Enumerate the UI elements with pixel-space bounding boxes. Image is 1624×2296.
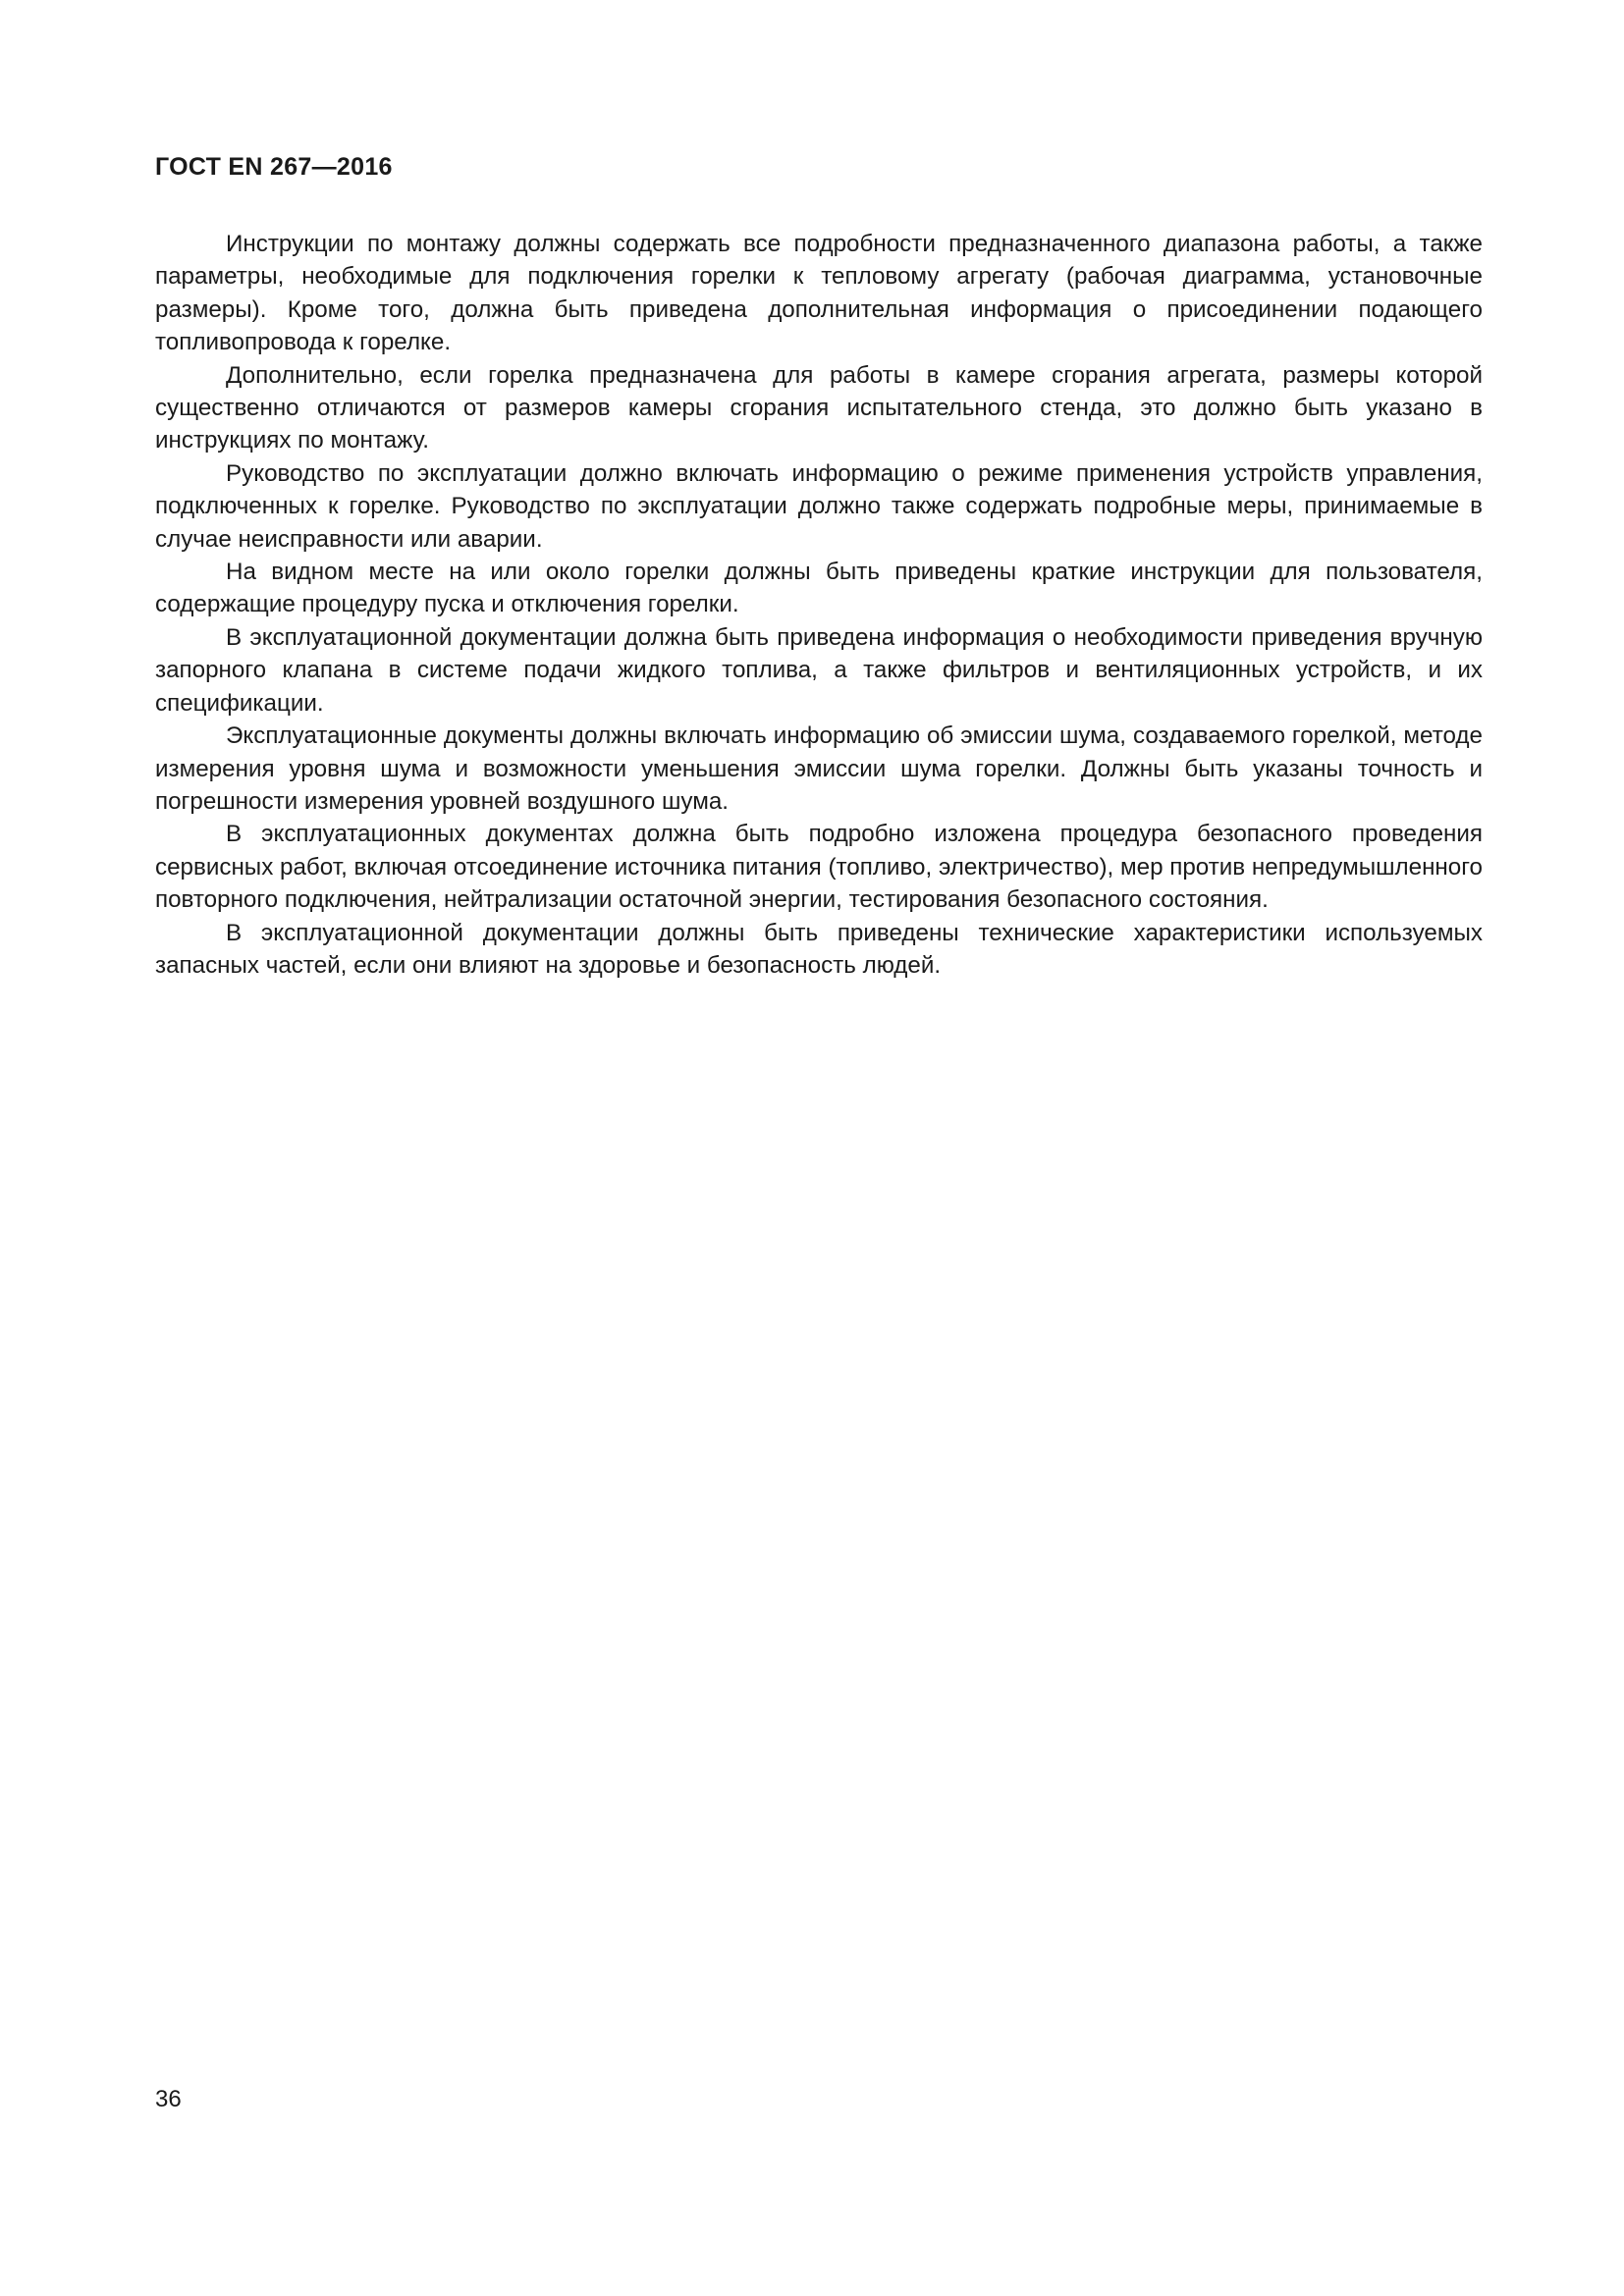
paragraph: В эксплуатационной документации должна быть приведена информация о необходимости приведения вручную запорного клапана в системе подачи жидкого топлива, а также фильтров и вентиляционных устройств, и их спецификации.	[155, 623, 1483, 717]
page-number: 36	[155, 2086, 182, 2112]
paragraph: Руководство по эксплуатации должно включать информацию о режиме применения устройств управления, подключенных к горелке. Руководство по эксплуатации должно также содержать подробные меры, принимаемые в случае неисправности или аварии.	[155, 459, 1483, 553]
standard-header: ГОСТ EN 267—2016	[155, 153, 393, 181]
paragraph: На видном месте на или около горелки должны быть приведены краткие инструкции для пользователя, содержащие процедуру пуска и отключения горелки.	[155, 559, 1483, 618]
body-text	[155, 228, 1483, 982]
paragraph: Дополнительно, если горелка предназначена для работы в камере сгорания агрегата, размеры которой существенно отличаются от размеров камеры сгорания испытательного стенда, это должно быть указано в инструкциях по монтажу.	[155, 361, 1483, 454]
paragraph: Инструкции по монтажу должны содержать все подробности предназначенного диапазона работы, а также параметры, необходимые для подключения горелки к тепловому агрегату (рабочая диаграмма, установочные размеры). Кроме того, должна быть приведена дополнительная информация о присоединении подающего топливопровода к горелке.	[155, 231, 1483, 356]
paragraph: В эксплуатационных документах должна быть подробно изложена процедура безопасного проведения сервисных работ, включая отсоединение источника питания (топливо, электричество), мер против непредумышленного повторного подключения, нейтрализации остаточной энергии, тестирования безопасного состояния.	[155, 821, 1483, 914]
paragraph: Эксплуатационные документы должны включать информацию об эмиссии шума, создаваемого горелкой, методе измерения уровня шума и возможности уменьшения эмиссии шума горелки. Должны быть указаны точность и погрешности измерения уровней воздушного шума.	[155, 722, 1483, 815]
paragraph: В эксплуатационной документации должны быть приведены технические характеристики используемых запасных частей, если они влияют на здоровье и безопасность людей.	[155, 919, 1483, 979]
